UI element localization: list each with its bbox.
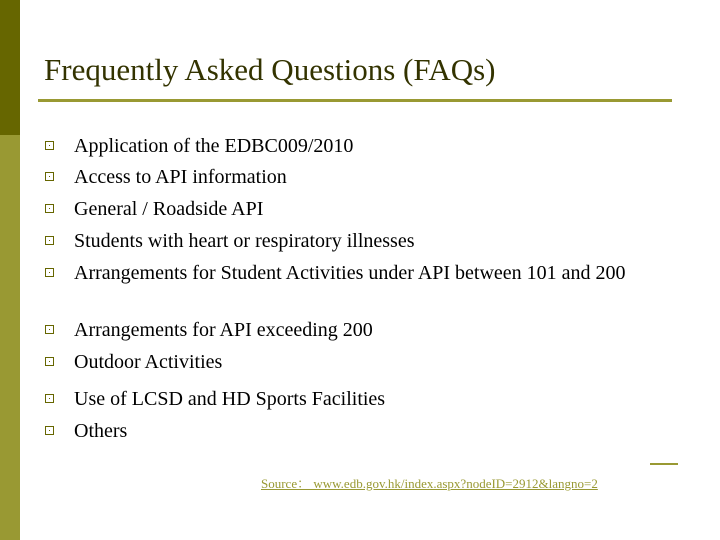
- square-bullet-icon: [45, 141, 54, 150]
- faq-item-label: Students with heart or respiratory illnesses: [74, 230, 415, 252]
- square-bullet-icon: [45, 172, 54, 181]
- source-rule: [650, 463, 678, 465]
- faq-item-label: Arrangements for Student Activities under API between 101 and 200: [74, 262, 626, 284]
- faq-item-label: Application of the EDBC009/2010: [74, 135, 354, 157]
- square-bullet-icon: [45, 325, 54, 334]
- square-bullet-icon: [45, 236, 54, 245]
- title-underline: [38, 99, 672, 102]
- square-bullet-icon: [45, 268, 54, 277]
- faq-item-label: Use of LCSD and HD Sports Facilities: [74, 388, 386, 410]
- faq-item-label: Arrangements for API exceeding 200: [74, 319, 373, 341]
- slide-title: Frequently Asked Questions (FAQs): [44, 52, 496, 87]
- square-bullet-icon: [45, 394, 54, 403]
- faq-item-label: Others: [74, 420, 128, 442]
- faq-item-label: Outdoor Activities: [74, 351, 223, 373]
- side-accent-bar-top: [0, 0, 20, 135]
- square-bullet-icon: [45, 357, 54, 366]
- faq-item-label: General / Roadside API: [74, 198, 264, 220]
- faq-item-label: Access to API information: [74, 166, 287, 188]
- square-bullet-icon: [45, 426, 54, 435]
- source-link[interactable]: Source： www.edb.gov.hk/index.aspx?nodeID=2912&langno=2: [261, 476, 598, 491]
- square-bullet-icon: [45, 204, 54, 213]
